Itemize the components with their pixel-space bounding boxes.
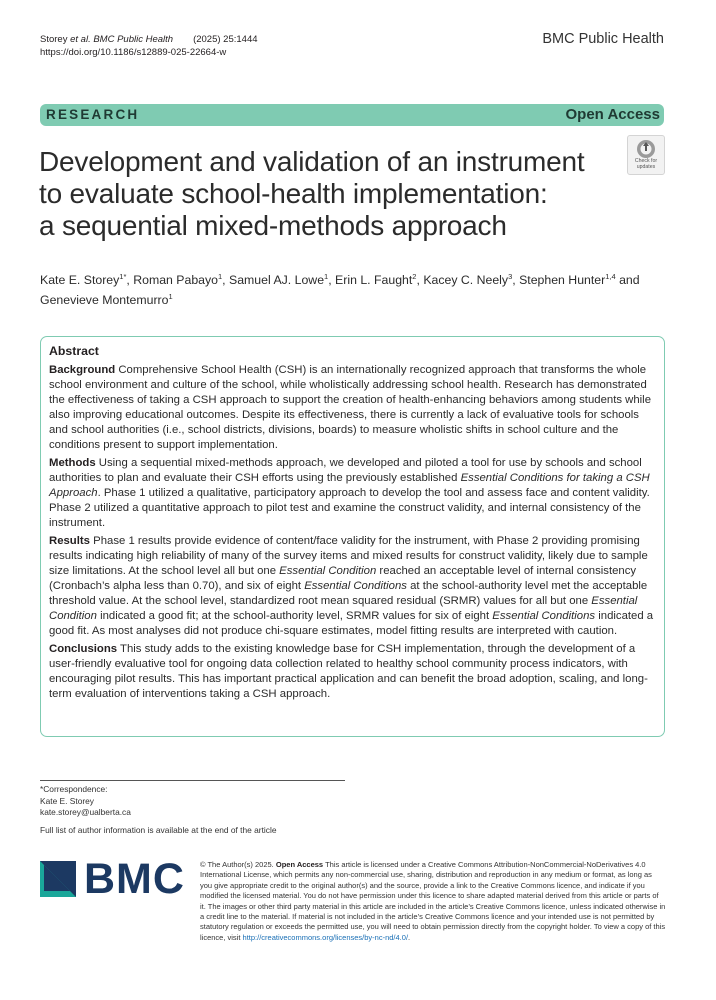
results-text: indicated a good fit; at the school-authority level, SRMR values for six of eight	[100, 610, 490, 622]
check-updates-line1: Check for	[634, 158, 658, 164]
full-author-info-note: Full list of author information is available at the end of the article	[40, 825, 277, 835]
author: Kate E. Storey$^{1*}$	[40, 271, 127, 287]
results-italic: Essential Condition	[279, 565, 377, 577]
title-line-3: a sequential mixed-methods approach	[39, 210, 507, 241]
correspondence-label: *Correspondence:	[40, 784, 108, 794]
author: Roman Pabayo$^1$	[133, 271, 223, 287]
license-text	[200, 860, 666, 943]
abstract-results	[49, 534, 656, 639]
background-text: Comprehensive School Health (CSH) is an internationally recognized approach that transforms the whole school environment and culture of the school, while wholistically addressing school health. Research has demonstrated the effectiveness of taking a CSH approach to support the creation of health-enhancing behaviors among students while also improving educational outcomes. Despite its effectiveness, there is currently a lack of evaluative tools for schools and school authorities (i.e., school districts, divisions, boards) to measure wholistic shifts in school culture and the conditions present to support implementation.	[49, 364, 652, 451]
methods-text-2: . Phase 1 utilized a qualitative, participatory approach to develop the tool and assess face and content validity. Phase 2 utilized a quantitative approach to pilot test and examine the construct validity, and internal consistency of the instrument.	[49, 487, 650, 529]
results-text: Phase 1 results provide evidence of content/face validity for the instrument, with Phase 2 providing promising results indicating high reliability of many of the survey items and mixed results for construct validity, likely due to sample size limitations. At the school level all but one	[49, 535, 648, 577]
results-text: reached an acceptable level of internal consistency (Cronbach’s alpha less than 0.70), and six of eight	[49, 565, 637, 592]
author: Stephen Hunter$^{1,4}$	[519, 271, 616, 287]
methods-heading: Methods	[49, 457, 96, 469]
authors-and: and	[619, 273, 640, 287]
abstract-box	[40, 336, 665, 737]
results-italic: Essential Conditions	[304, 580, 407, 592]
bmc-logo-icon	[40, 861, 76, 897]
article-title	[39, 146, 619, 242]
results-text: indicated a good fit. As most analyses did not produce chi-square estimates, model fitting results are interpreted with caution.	[49, 610, 654, 637]
open-access-label: Open Access	[565, 106, 660, 123]
license-link[interactable]: http://creativecommons.org/licenses/by-nc-nd/4.0/	[242, 932, 409, 942]
check-for-updates-badge[interactable]	[627, 135, 665, 175]
conclusions-text: This study adds to the existing knowledge base for CSH implementation, through the development of a user-friendly evaluative tool for ongoing data collection related to healthy school community process indicators, with encouraging pilot results. This has important practical application and can benefit the broad adoption, scaling, and long-term evaluation of interventions taking a CSH approach.	[49, 643, 648, 700]
conclusions-heading: Conclusions	[49, 643, 118, 655]
journal-name: BMC Public Health	[542, 31, 664, 47]
running-header	[40, 33, 258, 59]
correspondence	[40, 784, 131, 819]
abstract-background	[49, 363, 656, 453]
correspondence-name: Kate E. Storey	[40, 795, 94, 806]
bmc-logo-text: BMC	[84, 855, 185, 903]
header-author: Storey	[40, 34, 68, 45]
title-line-1: Development and validation of an instrument	[39, 146, 585, 177]
author: Genevieve Montemurro$^1$	[40, 291, 173, 307]
results-text: at the school-authority level met the acceptable threshold value. At the school level, standardized root mean squared residual (SRMR) values for all but one	[49, 580, 648, 607]
results-italic: Essential Condition	[49, 595, 638, 622]
footnote-rule	[40, 780, 345, 781]
citation-line	[40, 33, 258, 46]
license-open-access: Open Access	[275, 860, 324, 869]
license-copyright: © The Author(s) 2025.	[200, 860, 274, 869]
abstract-title: Abstract	[49, 344, 99, 358]
article-type-banner	[40, 104, 664, 126]
check-updates-line2: updates	[636, 163, 656, 170]
results-heading: Results	[49, 535, 90, 547]
header-year-volume: (2025) 25:1444	[193, 34, 258, 45]
abstract-conclusions	[49, 642, 656, 702]
license-end: .	[408, 932, 411, 942]
author: Kacey C. Neely$^3$	[423, 271, 513, 287]
abstract-methods	[49, 456, 656, 531]
bmc-logo	[40, 855, 185, 903]
author: Samuel AJ. Lowe$^1$	[229, 271, 329, 287]
header-journal: et al. BMC Public Health	[70, 34, 174, 45]
results-italic: Essential Conditions	[492, 610, 596, 622]
research-label: RESEARCH	[46, 107, 140, 122]
background-heading: Background	[49, 364, 116, 376]
license-body: This article is licensed under a Creative Commons Attribution-NonCommercial-NoDerivatives 4.0 International License, which permits any non-commercial use, sharing, distribution and reproduction in any medium or format, as long as you give appropriate credit to the original author(s) and the source, provide a link to the Creative Commons licence, and indicate if you modified the licensed material. You do not have permission under this licence to share adapted material derived from this article or parts of it. The images or other third party material in this article are included in the article’s Creative Commons licence, unless indicated otherwise in a credit line to the material. If material is not included in the article’s Creative Commons licence and your intended use is not permitted by statutory regulation or exceeds the permitted use, you will need to obtain permission directly from the copyright holder. To view a copy of this licence, visit	[200, 860, 666, 942]
header-doi[interactable]: https://doi.org/10.1186/s12889-025-22664-w	[40, 47, 227, 58]
check-updates-icon	[636, 139, 656, 159]
title-line-2: to evaluate school-health implementation:	[39, 178, 548, 209]
correspondence-email[interactable]: kate.storey@ualberta.ca	[40, 807, 131, 817]
author-list: Kate E. Storey$^{1*}$, Roman Pabayo$^1$, Samuel AJ. Lowe$^1$, Erin L. Faught$^2$, Kacey C. Neely$^3$, Stephen Hunter$^{1,4}$ and Genevieve Montemurro$^1$	[40, 271, 640, 307]
methods-italic: Essential Conditions for taking a CSH Approach	[49, 472, 650, 499]
methods-text: Using a sequential mixed-methods approach, we developed and piloted a tool for use by schools and school authorities to plan and evaluate their CSH efforts using the previously established	[49, 457, 642, 484]
author: Erin L. Faught$^2$	[335, 271, 417, 287]
